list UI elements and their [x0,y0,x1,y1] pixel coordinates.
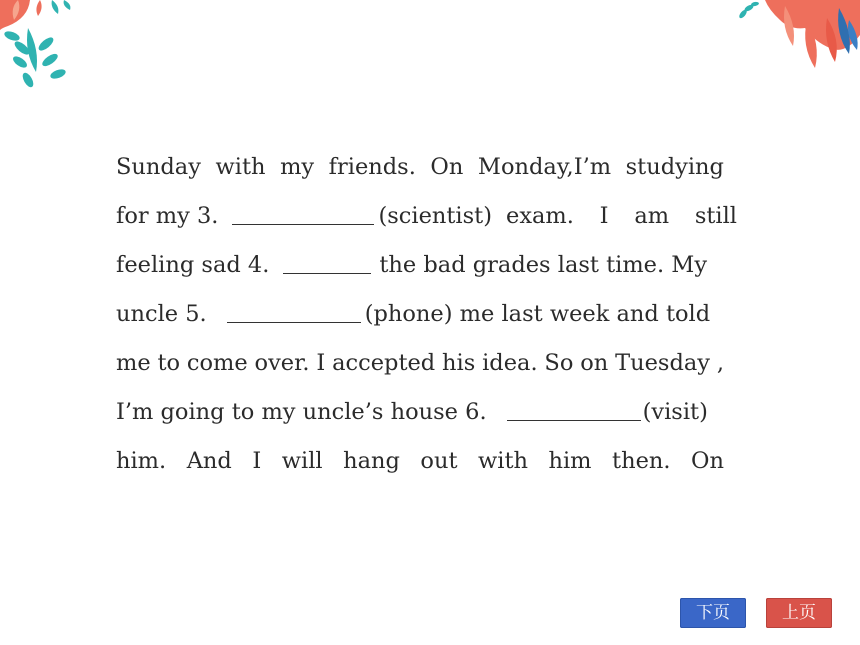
word: hang [343,448,400,474]
word: him [548,448,592,474]
answer-blank-5[interactable] [227,298,361,323]
line-text: feeling sad 4. [116,252,270,278]
passage-text [116,143,737,486]
hint-word: (visit) [642,399,708,425]
word: And [186,448,232,474]
passage-line-3 [116,241,724,290]
word: come [186,350,248,376]
word: friends. [328,154,416,180]
word: with [478,448,528,474]
passage-line-2 [116,192,737,241]
floral-decoration-top-right-icon [735,0,860,75]
word: idea. [482,350,538,376]
line-text: the bad grades last time. My [379,252,708,278]
word: On [691,448,724,474]
word: with [215,154,266,180]
word: me [116,350,151,376]
word: So [544,350,574,376]
passage-line-4 [116,290,724,339]
word: I [252,448,262,474]
word: Tuesday [615,350,710,376]
next-page-button[interactable]: 下页 [680,598,746,628]
passage-line-1 [116,143,724,192]
line-text: uncle 5. [116,301,207,327]
answer-blank-4[interactable] [283,249,371,274]
word: am [634,203,670,229]
line-text: I’m going to my uncle’s house 6. [116,399,487,425]
passage-line-7 [116,437,724,486]
answer-blank-3[interactable] [232,200,374,225]
word: , [716,350,724,376]
word: Monday,I’m [477,154,612,180]
word: out [420,448,458,474]
word: exam. [506,203,574,229]
word: Sunday [116,154,201,180]
word: still [694,203,737,229]
word: him. [116,448,167,474]
line-text: (phone) me last week and told [364,301,711,327]
hint-word: (scientist) [378,203,492,229]
word: I [316,350,326,376]
word: my [280,154,315,180]
floral-decoration-top-left-icon [0,0,80,95]
word: studying [625,154,724,180]
word: will [281,448,323,474]
word: on [580,350,609,376]
answer-blank-6[interactable] [507,396,641,421]
word: On [430,154,464,180]
passage-line-5 [116,339,724,388]
word: his [442,350,476,376]
word: over. [254,350,310,376]
word: to [157,350,181,376]
passage-line-6 [116,388,724,437]
word: I [599,203,609,229]
word: accepted [332,350,436,376]
previous-page-button[interactable]: 上页 [766,598,832,628]
word: then. [612,448,671,474]
line-text: for my 3. [116,203,219,229]
